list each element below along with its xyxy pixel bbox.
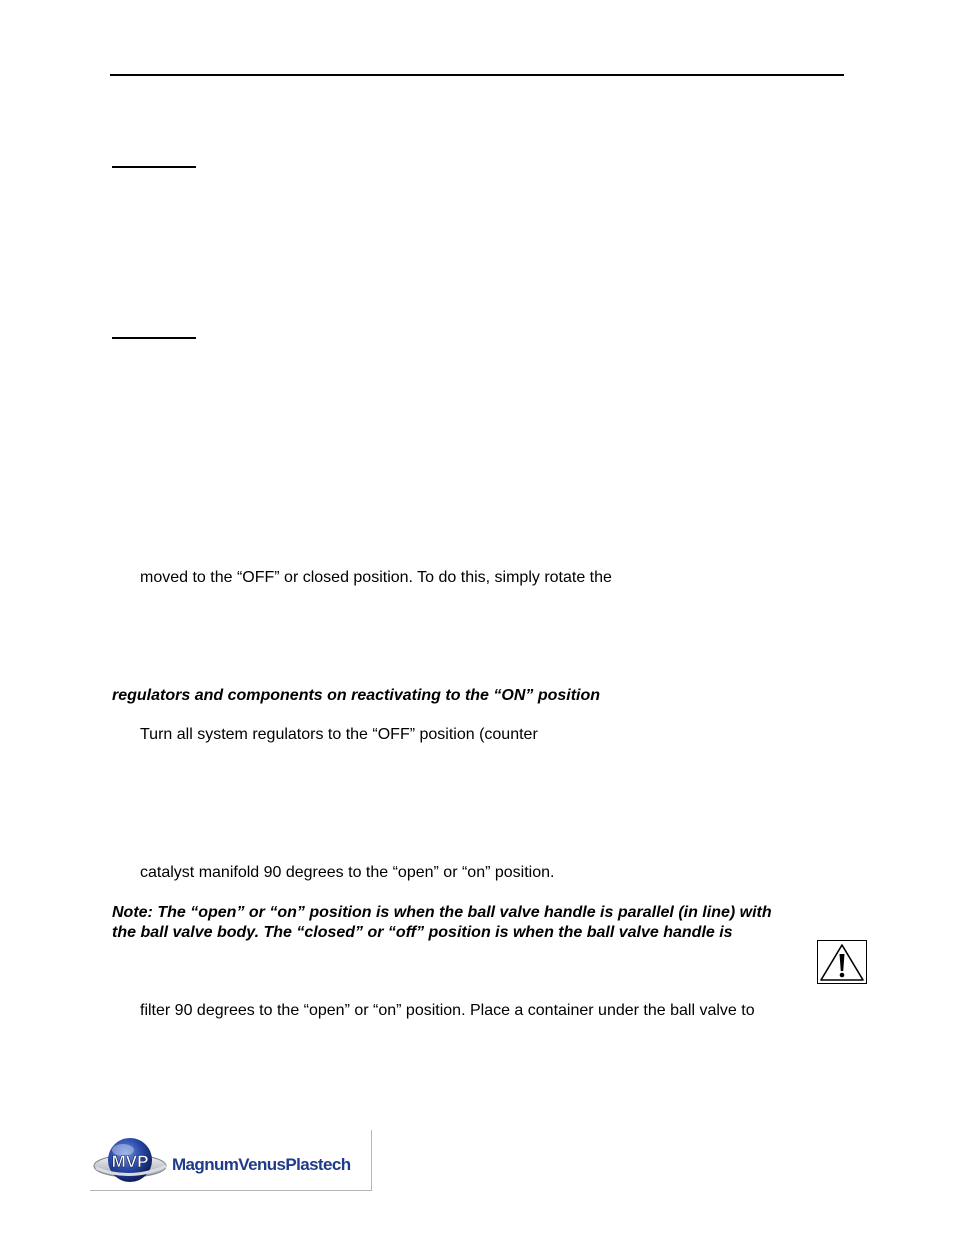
section-heading-underline-1 (112, 166, 196, 168)
company-logo (90, 1130, 372, 1191)
note-line-2: the ball valve body. The “closed” or “off” position is when the ball valve handle is (112, 924, 733, 941)
body-line-catalyst-manifold: catalyst manifold 90 degrees to the “open” or “on” position. (140, 864, 555, 881)
body-line-turn-regulators: Turn all system regulators to the “OFF” position (counter (140, 726, 538, 743)
warning-box (817, 940, 867, 984)
company-name: MagnumVenusPlastech (172, 1155, 351, 1174)
exclamation-triangle-icon (818, 941, 866, 983)
mvp-badge-text: MVP (111, 1152, 149, 1171)
section-heading-underline-2 (112, 337, 196, 339)
body-line-filter: filter 90 degrees to the “open” or “on” position. Place a container under the ball valve to (140, 1002, 755, 1019)
body-line-moved-to-off: moved to the “OFF” or closed position. To do this, simply rotate the (140, 569, 612, 586)
header-rule (110, 74, 844, 76)
mvp-globe-icon (90, 1130, 174, 1190)
note-line-1: Note: The “open” or “on” position is when the ball valve handle is parallel (in line) with (112, 904, 772, 921)
subheading-reactivating: regulators and components on reactivating to the “ON” position (112, 687, 601, 704)
